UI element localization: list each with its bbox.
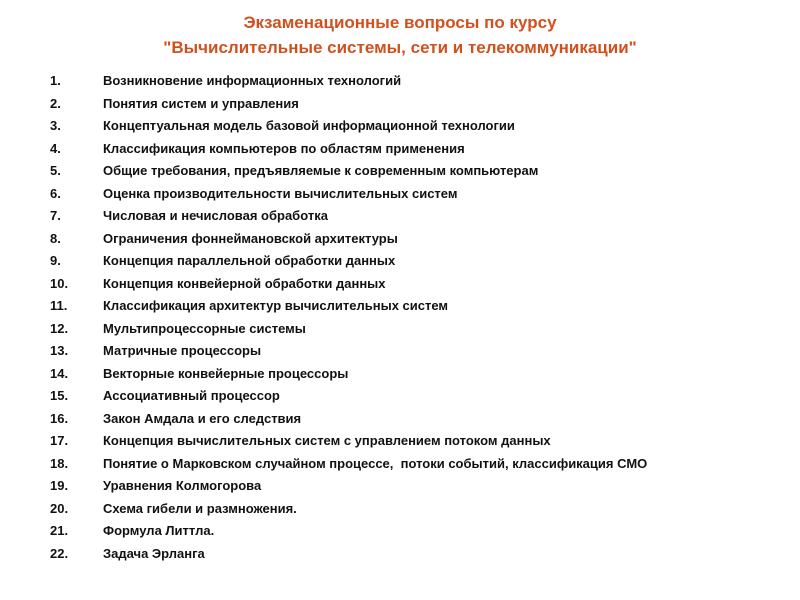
item-number: 1. bbox=[50, 73, 61, 88]
list-item bbox=[0, 385, 800, 408]
item-text: Классификация архитектур вычислительных систем bbox=[103, 298, 449, 313]
list-item bbox=[0, 498, 800, 521]
item-text: Концепция вычислительных систем с управлением потоком данных bbox=[103, 433, 551, 448]
item-number: 13. bbox=[50, 343, 69, 358]
item-number: 4. bbox=[50, 140, 61, 156]
questions-list bbox=[0, 70, 800, 565]
list-item bbox=[0, 183, 800, 206]
item-number: 3. bbox=[50, 118, 61, 133]
item-text: Уравнения Колмогорова bbox=[103, 478, 262, 493]
item-text: Концепция конвейерной обработки данных bbox=[103, 275, 386, 291]
item-number: 14. bbox=[50, 365, 69, 381]
list-item bbox=[0, 273, 800, 296]
title-line-1: Экзаменационные вопросы по курсу bbox=[243, 13, 557, 32]
list-item bbox=[0, 138, 800, 161]
item-text: Общие требования, предъявляемые к современным компьютерам bbox=[103, 163, 539, 178]
item-number: 22. bbox=[50, 545, 69, 561]
list-item bbox=[0, 205, 800, 228]
list-item bbox=[0, 340, 800, 363]
title-line-2: "Вычислительные системы, сети и телекоммуникации" bbox=[163, 38, 637, 57]
list-item bbox=[0, 363, 800, 386]
item-text: Мультипроцессорные системы bbox=[103, 320, 306, 336]
item-text: Задача Эрланга bbox=[103, 545, 205, 561]
item-text: Концепция параллельной обработки данных bbox=[103, 253, 396, 268]
list-item bbox=[0, 93, 800, 116]
list-item bbox=[0, 318, 800, 341]
list-item bbox=[0, 228, 800, 251]
item-text: Векторные конвейерные процессоры bbox=[103, 365, 349, 381]
item-number: 11. bbox=[50, 298, 68, 313]
list-item bbox=[0, 160, 800, 183]
item-number: 16. bbox=[50, 410, 69, 426]
item-number: 19. bbox=[50, 478, 69, 493]
page-title bbox=[0, 10, 800, 60]
item-text: Ассоциативный процессор bbox=[103, 388, 280, 403]
list-item bbox=[0, 520, 800, 543]
item-number: 15. bbox=[50, 388, 69, 403]
list-item bbox=[0, 475, 800, 498]
item-text: Оценка производительности вычислительных систем bbox=[103, 185, 458, 201]
list-item bbox=[0, 430, 800, 453]
list-item bbox=[0, 250, 800, 273]
item-number: 2. bbox=[50, 95, 61, 111]
item-number: 12. bbox=[50, 320, 69, 336]
item-text: Матричные процессоры bbox=[103, 343, 262, 358]
list-item bbox=[0, 70, 800, 93]
item-text: Понятия систем и управления bbox=[103, 95, 299, 111]
list-item bbox=[0, 115, 800, 138]
item-number: 18. bbox=[50, 455, 69, 471]
item-number: 21. bbox=[50, 523, 69, 538]
item-number: 5. bbox=[50, 163, 61, 178]
item-text: Классификация компьютеров по областям применения bbox=[103, 140, 465, 156]
item-number: 8. bbox=[50, 230, 61, 246]
item-text: Формула Литтла. bbox=[103, 523, 215, 538]
list-item bbox=[0, 453, 800, 476]
item-text: Концептуальная модель базовой информационной технологии bbox=[103, 118, 515, 133]
item-text: Закон Амдала и его следствия bbox=[103, 410, 302, 426]
item-text: Числовая и нечисловая обработка bbox=[103, 208, 328, 223]
item-text: Схема гибели и размножения. bbox=[103, 500, 297, 516]
item-text: Возникновение информационных технологий bbox=[103, 73, 402, 88]
item-text: Ограничения фоннеймановской архитектуры bbox=[103, 230, 398, 246]
item-number: 20. bbox=[50, 500, 69, 516]
item-number: 17. bbox=[50, 433, 69, 448]
item-number: 6. bbox=[50, 185, 61, 201]
item-number: 9. bbox=[50, 253, 61, 268]
list-item bbox=[0, 543, 800, 566]
item-text: Понятие о Марковском случайном процессе, потоки событий, классификация СМО bbox=[103, 455, 648, 471]
item-number: 10. bbox=[50, 275, 69, 291]
list-item bbox=[0, 295, 800, 318]
list-item bbox=[0, 408, 800, 431]
item-number: 7. bbox=[50, 208, 61, 223]
